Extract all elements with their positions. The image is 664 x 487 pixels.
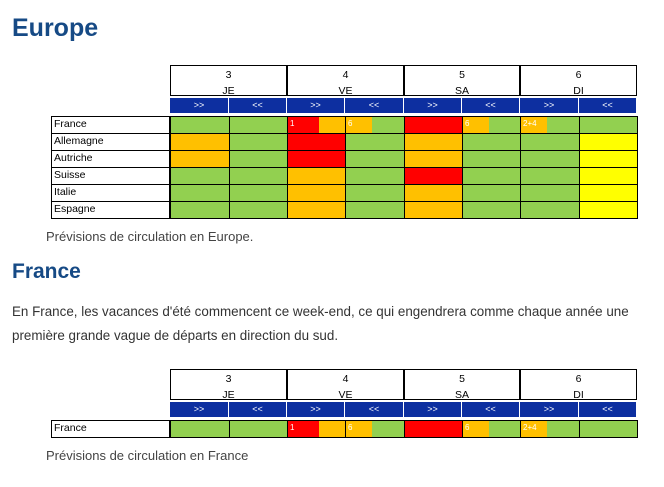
traffic-cell xyxy=(520,201,580,219)
day-number: 4 xyxy=(342,373,349,385)
day-number: 3 xyxy=(225,373,232,385)
direction-arrow-cell: << xyxy=(579,98,637,113)
country-label: Espagne xyxy=(51,201,170,219)
day-name: JE xyxy=(222,85,235,97)
traffic-note: 6 xyxy=(348,119,353,128)
direction-arrow-cell: << xyxy=(229,402,287,417)
direction-arrow-cell: >> xyxy=(404,402,462,417)
country-label: Autriche xyxy=(51,150,170,168)
day-name: DI xyxy=(573,85,584,97)
traffic-cell xyxy=(170,133,230,151)
traffic-cell xyxy=(287,420,346,438)
traffic-cell xyxy=(462,150,521,168)
traffic-cell xyxy=(170,201,230,219)
traffic-cell xyxy=(229,133,288,151)
traffic-cell xyxy=(520,167,580,185)
direction-arrow-cell: >> xyxy=(170,402,229,417)
traffic-cell xyxy=(462,116,521,134)
country-label: France xyxy=(51,420,170,438)
traffic-cell xyxy=(520,116,580,134)
traffic-cell xyxy=(229,167,288,185)
traffic-cell xyxy=(520,133,580,151)
country-label: France xyxy=(51,116,170,134)
traffic-cell xyxy=(170,150,230,168)
traffic-note: 6 xyxy=(465,119,470,128)
direction-arrow-cell: >> xyxy=(287,402,345,417)
day-number: 3 xyxy=(225,69,232,81)
day-number: 5 xyxy=(459,69,465,81)
direction-arrow-cell: << xyxy=(579,402,637,417)
traffic-cell xyxy=(520,184,580,202)
traffic-cell-segment xyxy=(319,117,345,133)
traffic-note: 6 xyxy=(465,423,470,432)
day-name: SA xyxy=(454,389,469,401)
traffic-cell xyxy=(404,184,463,202)
traffic-cell xyxy=(579,201,638,219)
direction-arrow-cell: >> xyxy=(170,98,229,113)
traffic-cell xyxy=(579,184,638,202)
traffic-cell xyxy=(404,420,463,438)
traffic-note: 1 xyxy=(290,423,295,432)
heading-europe: Europe xyxy=(12,14,99,42)
traffic-cell xyxy=(462,133,521,151)
day-number: 6 xyxy=(575,69,582,81)
traffic-cell xyxy=(579,420,638,438)
traffic-cell xyxy=(345,201,405,219)
traffic-cell xyxy=(345,420,405,438)
direction-arrow-cell: << xyxy=(345,98,404,113)
traffic-cell xyxy=(287,201,346,219)
direction-arrow-cell: >> xyxy=(520,98,579,113)
traffic-cell xyxy=(229,184,288,202)
traffic-cell xyxy=(170,184,230,202)
day-header xyxy=(170,65,287,96)
heading-france: France xyxy=(12,260,81,283)
traffic-note: 2+4 xyxy=(523,119,537,128)
traffic-cell xyxy=(287,133,346,151)
traffic-cell xyxy=(579,116,638,134)
traffic-cell xyxy=(345,133,405,151)
traffic-cell xyxy=(404,133,463,151)
traffic-cell xyxy=(579,167,638,185)
day-header xyxy=(404,369,520,400)
direction-arrow-cell: << xyxy=(345,402,404,417)
caption-france: Prévisions de circulation en France xyxy=(46,448,249,463)
caption-europe: Prévisions de circulation en Europe. xyxy=(46,229,254,244)
traffic-cell xyxy=(520,420,580,438)
traffic-cell xyxy=(404,201,463,219)
traffic-cell xyxy=(170,167,230,185)
day-header xyxy=(520,369,637,400)
day-header xyxy=(404,65,520,96)
traffic-cell xyxy=(462,201,521,219)
traffic-cell xyxy=(287,150,346,168)
day-name: VE xyxy=(338,389,353,401)
day-name: SA xyxy=(454,85,469,97)
country-label: Allemagne xyxy=(51,133,170,151)
traffic-cell xyxy=(462,420,521,438)
direction-arrow-cell: >> xyxy=(287,98,345,113)
traffic-cell-segment xyxy=(319,421,345,437)
day-name: VE xyxy=(338,85,353,97)
traffic-cell xyxy=(287,167,346,185)
direction-arrow-cell: >> xyxy=(520,402,579,417)
traffic-cell xyxy=(229,201,288,219)
traffic-cell xyxy=(462,184,521,202)
day-header xyxy=(520,65,637,96)
traffic-cell xyxy=(404,167,463,185)
day-header xyxy=(287,65,404,96)
traffic-cell xyxy=(170,116,230,134)
traffic-cell xyxy=(229,116,288,134)
day-name: DI xyxy=(573,389,584,401)
traffic-cell xyxy=(229,420,288,438)
traffic-cell xyxy=(345,184,405,202)
day-header xyxy=(287,369,404,400)
direction-arrow-cell: >> xyxy=(404,98,462,113)
country-label: Suisse xyxy=(51,167,170,185)
traffic-cell xyxy=(287,184,346,202)
traffic-note: 6 xyxy=(348,423,353,432)
traffic-cell xyxy=(579,150,638,168)
traffic-cell xyxy=(462,167,521,185)
day-number: 6 xyxy=(575,373,582,385)
traffic-cell xyxy=(404,150,463,168)
direction-arrow-cell: << xyxy=(462,98,520,113)
article-paragraph: En France, les vacances d'été commencent ce week-end, ce qui engendrera comme chaque année une première grande vague de départs en direction du sud. xyxy=(12,304,629,343)
traffic-cell xyxy=(345,116,405,134)
traffic-note: 1 xyxy=(290,119,295,128)
traffic-cell xyxy=(520,150,580,168)
traffic-cell xyxy=(345,167,405,185)
traffic-cell xyxy=(229,150,288,168)
traffic-cell xyxy=(404,116,463,134)
day-name: JE xyxy=(222,389,235,401)
traffic-cell xyxy=(579,133,638,151)
traffic-note: 2+4 xyxy=(523,423,537,432)
day-header xyxy=(170,369,287,400)
direction-arrow-cell: << xyxy=(462,402,520,417)
country-label: Italie xyxy=(51,184,170,202)
traffic-cell xyxy=(345,150,405,168)
day-number: 5 xyxy=(459,373,465,385)
traffic-cell xyxy=(170,420,230,438)
direction-arrow-cell: << xyxy=(229,98,287,113)
day-number: 4 xyxy=(342,69,349,81)
traffic-cell xyxy=(287,116,346,134)
